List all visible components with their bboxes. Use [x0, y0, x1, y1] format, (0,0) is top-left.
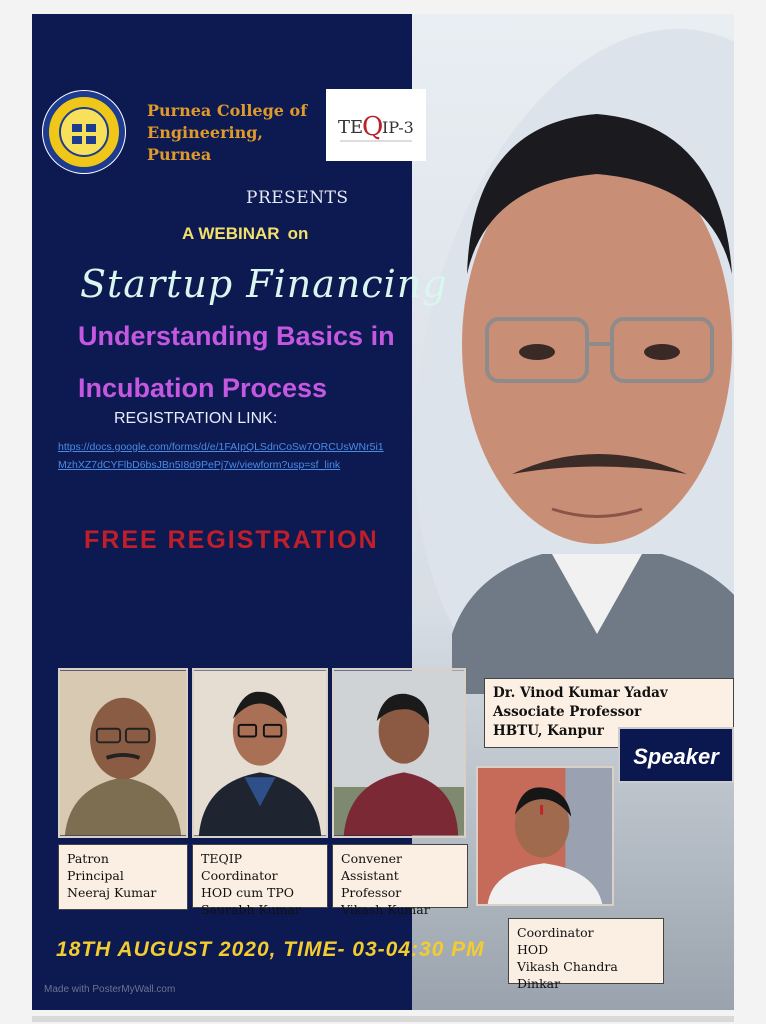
patron-card [58, 844, 188, 910]
teqip-coordinator-title: HOD cum TPO [201, 885, 295, 900]
bottom-divider [32, 1016, 734, 1022]
teqip-coordinator-name: Saurabh Kumar [201, 902, 301, 917]
svg-text:IP-3: IP-3 [382, 118, 414, 137]
registration-link[interactable]: https://docs.google.com/forms/d/e/1FAIpQLSdnCoSw7ORCUsWNr5i1MzhXZ7dCYFlbD6bsJBn5I8d9PePj7w/viewform?usp=sf_link [58, 441, 384, 471]
presents-text: PRESENTS [246, 188, 349, 208]
patron-name: Neeraj Kumar [67, 885, 157, 900]
college-logo-icon [42, 90, 126, 174]
coordinator-name: Vikash Chandra Dinkar [517, 959, 618, 991]
teqip-coordinator-role: TEQIP Coordinator [201, 851, 278, 883]
patron-title: Principal [67, 868, 124, 883]
patron-role: Patron [67, 851, 109, 866]
college-name-line1: Purnea College of [147, 101, 308, 120]
speaker-photo [432, 74, 734, 694]
convener-photo [332, 668, 466, 838]
webinar-heading [182, 224, 308, 244]
teqip-logo-icon [326, 89, 426, 161]
speaker-name: Dr. Vinod Kumar Yadav [493, 685, 668, 701]
college-name [147, 100, 307, 166]
speaker-designation: Associate Professor [493, 704, 642, 720]
free-registration-text: FREE REGISTRATION [84, 526, 379, 554]
webinar-on: on [287, 224, 309, 243]
patron-photo [58, 668, 188, 838]
college-name-line2: Engineering, [147, 123, 263, 142]
convener-name: Vikash Kumar [341, 902, 430, 917]
coordinator-card [508, 918, 664, 991]
date-time: 18TH AUGUST 2020, TIME- 03-04:30 PM [56, 938, 485, 961]
svg-text:TE: TE [338, 117, 364, 138]
convener-title: Assistant Professor [341, 868, 402, 900]
coordinator-role: Coordinator [517, 925, 594, 940]
teqip-coordinator-photo [192, 668, 328, 838]
teqip-coordinator-card [192, 844, 328, 917]
speaker-label: Speaker [618, 727, 734, 783]
credit-text: Made with PosterMyWall.com [44, 984, 176, 995]
convener-role: Convener [341, 851, 403, 866]
coordinator-title: HOD [517, 942, 549, 957]
speaker-org: HBTU, Kanpur [493, 723, 604, 739]
webinar-label: A WEBINAR [182, 224, 280, 243]
college-name-line3: Purnea [147, 145, 212, 164]
coordinator-photo [476, 766, 614, 906]
teqip-logo [326, 89, 426, 161]
poster [32, 14, 734, 1010]
webinar-title: Startup Financing [80, 262, 448, 306]
svg-text:Q: Q [362, 112, 384, 142]
subtitle-line1: Understanding Basics in [78, 321, 395, 351]
registration-label: REGISTRATION LINK: [114, 410, 278, 427]
subtitle-line2: Incubation Process [78, 373, 328, 403]
webinar-subtitle [78, 310, 395, 414]
convener-card [332, 844, 468, 917]
